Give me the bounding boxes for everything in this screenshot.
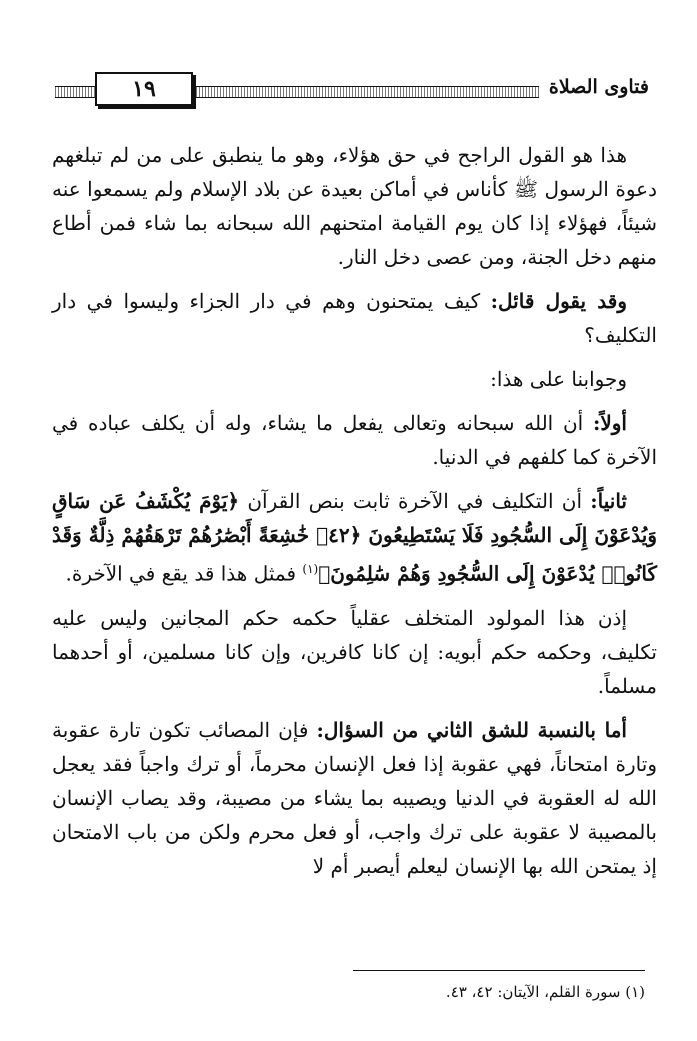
footnote-reference: (١): [302, 562, 319, 576]
paragraph-7-lead: أما بالنسبة للشق الثاني من السؤال:: [316, 717, 627, 742]
paragraph-5: [52, 484, 657, 591]
footnote: (١) سورة القلم، الآيتان: ٤٢، ٤٣.: [445, 983, 645, 1001]
paragraph-2: [52, 284, 657, 352]
paragraph-4-lead: أولاً:: [592, 411, 627, 435]
main-text: [52, 138, 657, 893]
paragraph-2-lead: وقد يقول قائل:: [490, 289, 627, 313]
footnote-rule: [353, 970, 645, 971]
paragraph-5-tail: فمثل هذا قد يقع في الآخرة.: [65, 561, 303, 586]
page-header: [55, 70, 653, 106]
paragraph-7: [52, 713, 657, 883]
paragraph-5-text: أن التكليف في الآخرة ثابت بنص القرآن: [239, 489, 591, 513]
paragraph-1: هذا هو القول الراجح في حق هؤلاء، وهو ما ينطبق على من لم تبلغهم دعوة الرسول ﷺ كأناس في أماكن بعيدة عن بلاد الإسلام ولم يسمعوا عنه شيئاً، فهؤلاء إذا كان يوم القيامة امتحنهم الله سبحانه بما شاء فمن أطاع منهم دخل الجنة، ومن عصى دخل النار.: [52, 143, 657, 269]
paragraph-3: وجوابنا على هذا:: [490, 367, 627, 391]
page-number: ١٩: [95, 72, 193, 106]
running-title: فتاوى الصلاة: [539, 70, 653, 104]
paragraph-4-text: أن الله سبحانه وتعالى يفعل ما يشاء، وله أن يكلف عباده في الآخرة كما كلفهم في الدنيا.: [52, 411, 657, 469]
quran-verse: ﴿يَوْمَ يُكْشَفُ عَن سَاقٍ وَيُدْعَوْنَ إِلَى السُّجُودِ فَلَا يَسْتَطِيعُونَ ﴿٤٢﴾ خَٰشِعَةً أَبْصَٰرُهُمْ تَرْهَقُهُمْ ذِلَّةٌ وَقَدْ كَانُوا۟ يُدْعَوْنَ إِلَى السُّجُودِ وَهُمْ سَٰلِمُونَ﴾: [52, 489, 657, 586]
paragraph-6: إذن هذا المولود المتخلف عقلياً حكمه حكم المجانين وليس عليه تكليف، وحكمه حكم أبويه: إن كانا كافرين، وإن كانا مسلمين، أو أحدهما مسلماً.: [52, 605, 657, 698]
paragraph-2-text: كيف يمتحنون وهم في دار الجزاء وليسوا في دار التكليف؟: [52, 289, 657, 347]
paragraph-5-lead: ثانياً:: [590, 489, 627, 513]
paragraph-4: [52, 406, 657, 474]
paragraph-7-text: فإن المصائب تكون تارة عقوبة وتارة امتحاناً، فهي عقوبة إذا فعل الإنسان محرماً، أو ترك واجباً فقد يعجل الله له العقوبة في الدنيا ويصيبه بما يشاء من مصيبة، وقد يصاب الإنسان بالمصيبة لا عقوبة على ترك واجب، أو فعل محرم ولكن من باب الامتحان إذ يمتحن الله بها الإنسان ليعلم أيصبر أم لا: [52, 717, 657, 878]
